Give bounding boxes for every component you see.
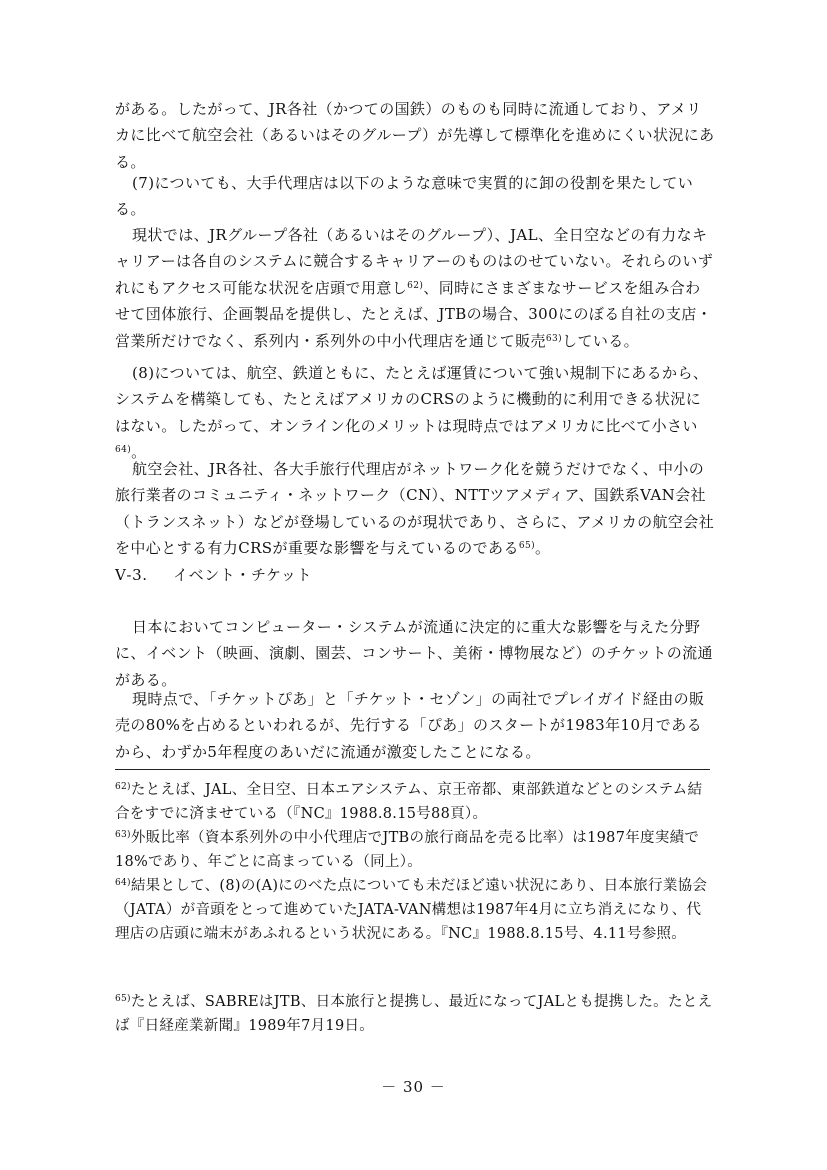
footnote-64: $^{64)}$結果として、(8)の(A)にのべた点についても未だほど遠い状況にあり、日本旅行業協会（JATA）が音頭をとって進めていたJATA-VAN構想は1987年4月に立ち消えになり、代理店の店頭に端末があふれるという状況にある。『NC』1988.8.15号、4.11号参照。 (115, 878, 708, 942)
paragraph-event-ticket: 日本においてコンピューター・システムが流通に決定的に重大な影響を与えた分野に、イベント（映画、演劇、園芸、コンサート、美術・博物展など）のチケットの流通がある。 (115, 618, 713, 689)
page-number: － 30 － (381, 1078, 446, 1096)
paragraph-item-8: (8)については、航空、鉄道ともに、たとえば運賃について強い規制下にあるから、システムを構築しても、たとえばアメリカのCRSのように機動的に利用できる状況にはない。したがって、オンライン化のメリットは現時点ではアメリカに比べて小さい$^{64)}$。 (115, 364, 709, 462)
paragraph-current-state: 現状では、JRグループ各社（あるいはそのグループ）、JAL、全日空などの有力なキャリアーは各自のシステムに競合するキャリアーのものはのせていない。それらのいずれにもアクセス可能な状況を店頭で用意し$^{62)}$、同時にさまざまなサービスを組み合わせて団体旅行、企画製品を提供し、たとえば、JTBの場合、300にのぼる自社の支店・営業所だけでなく、系列内・系列外の中小代理店を通じて販売$^{63)}$している。 (115, 226, 714, 350)
footnote-ref-63: 63) (545, 333, 563, 344)
paragraph-network: 航空会社、JR各社、各大手旅行代理店がネットワーク化を競うだけでなく、中小の旅行業者のコミュニティ・ネットワーク（CN）、NTTツアメディア、国鉄系VAN会社（トランスネット）などが登場しているのが現状であり、さらに、アメリカの航空会社を中心とする有力CRSが重要な影響を与えているのである$^{65)}$。 (115, 460, 715, 558)
footnote-divider (115, 769, 710, 770)
section-number: Ⅴ-3. (115, 566, 148, 584)
paragraph-jr-circulation: がある。したがって、JR各社（かつての国鉄）のものも同時に流通しており、アメリカに比べて航空会社（あるいはそのグループ）が先導して標準化を進めにくい状況にある。 (115, 100, 715, 171)
section-heading (115, 564, 312, 585)
footnote-ref-64: 64) (115, 445, 132, 456)
paragraph-pia-saison: 現時点で、「チケットぴあ」と「チケット・セゾン」の両社でプレイガイド経由の販売の80%を占めるといわれるが、先行する「ぴあ」のスタートが1983年10月であるから、わずか5年程度のあいだに流通が激変したことになる。 (115, 690, 705, 761)
paragraph-item-7: (7)についても、大手代理店は以下のような意味で実質的に卸の役割を果たしている。 (115, 174, 694, 219)
footnote-ref-62: 62) (407, 280, 424, 291)
footnote-ref-65: 65) (518, 541, 536, 552)
footnote-62: $^{62)}$たとえば、JAL、全日空、日本エアシステム、京王帝都、東部鉄道などとのシステム結合をすでに済ませている（『NC』1988.8.15号88頁）。 (115, 782, 703, 822)
footnote-65: $^{65)}$たとえば、SABREはJTB、日本旅行と提携し、最近になってJALとも提携した。たとえば『日経産業新聞』1989年7月19日。 (115, 994, 713, 1034)
section-title: イベント・チケット (173, 566, 313, 584)
footnote-63: $^{63)}$外販比率（資本系列外の中小代理店でJTBの旅行商品を売る比率）は1987年度実績で18%であり、年ごとに高まっている（同上）。 (115, 830, 700, 870)
